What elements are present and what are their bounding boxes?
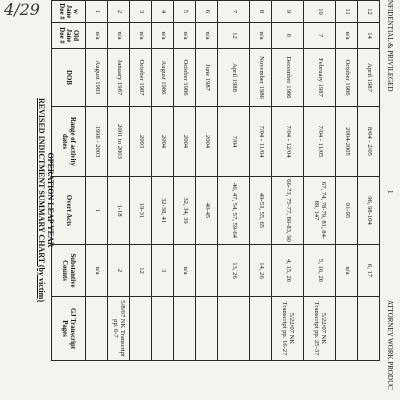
column-header: DOB [52, 49, 86, 107]
table-cell-gj: 5/8/07 NK Transcript pp. 6-7 [108, 297, 130, 361]
table-cell-dob: January 1987 [108, 49, 130, 107]
table-cell-gj [152, 297, 174, 361]
table-cell-new: 3 [130, 1, 152, 23]
table-cell-overt: 32, 34, 39 [174, 177, 196, 245]
table-cell-counts: 5, 16, 26 [304, 245, 336, 297]
table-cell-range: 7/04 - 11/04 [250, 107, 272, 177]
column-header: GJ Transcript Pages [52, 297, 86, 361]
table-cell-old: n/a [86, 23, 108, 49]
table-cell-overt: 91-95 [336, 177, 358, 245]
table-cell-gj [336, 297, 358, 361]
table-cell-gj [86, 297, 108, 361]
table-cell-gj [196, 297, 218, 361]
table-cell-range: 7/04 - 11/05 [304, 107, 336, 177]
table-row [152, 1, 174, 361]
table-row [130, 1, 152, 361]
table-cell-old: n/a [336, 23, 358, 49]
column-header: Range of activity dates [52, 107, 86, 177]
table-cell-new: 5 [174, 1, 196, 23]
table-cell-counts: 12 [130, 245, 152, 297]
table-cell-dob: October 1986 [336, 49, 358, 107]
table-cell-old: 12 [218, 23, 250, 49]
table-cell-old: n/a [196, 23, 218, 49]
footer-confidential: NFIDENTIAL & PRIVILEGED [386, 0, 394, 92]
table-cell-dob: February 1987 [304, 49, 336, 107]
table-cell-range: 1998 - 2003 [86, 107, 108, 177]
table-cell-overt: 40-45 [196, 177, 218, 245]
table-cell-range: 2004 [196, 107, 218, 177]
table-row [174, 1, 196, 361]
table-row [250, 1, 272, 361]
table-cell-dob: April 1987 [358, 49, 380, 107]
table-cell-counts: 2 [108, 245, 130, 297]
table-cell-old: n/a [152, 23, 174, 49]
table-cell-overt: 96, 98-104 [358, 177, 380, 245]
table-cell-range: 2004 [152, 107, 174, 177]
table-cell-old: n/a [108, 23, 130, 49]
table-row [108, 1, 130, 361]
table-cell-range: 7/04 [218, 107, 250, 177]
table-cell-overt: 49-53, 55, 65 [250, 177, 272, 245]
footer-work-product: ATTORNEY WORK PRODUC [386, 300, 394, 390]
table-cell-range: 2003 [130, 107, 152, 177]
table-cell-dob: October 1986 [174, 49, 196, 107]
footer-page-number: 1 [386, 190, 394, 194]
table-cell-gj [174, 297, 196, 361]
table-cell-old: n/a [130, 23, 152, 49]
table-cell-dob: April 1988 [218, 49, 250, 107]
column-header: w Jane Doe # [52, 1, 86, 23]
table-cell-old: n/a [174, 23, 196, 49]
table-cell-new: 7 [218, 1, 250, 23]
table-header-row [52, 1, 86, 361]
table-row [358, 1, 380, 361]
table-cell-counts: 13, 26 [218, 245, 250, 297]
table-cell-new: 11 [336, 1, 358, 23]
table-cell-new: 2 [108, 1, 130, 23]
table-cell-dob: October 1987 [130, 49, 152, 107]
table-cell-overt: 66-73, 75-77, 80-83, 90 [272, 177, 304, 245]
indictment-summary-table [51, 0, 380, 361]
table-cell-dob: November 1986 [250, 49, 272, 107]
table-cell-gj [358, 297, 380, 361]
table-cell-counts: 4, 15, 26 [272, 245, 304, 297]
table-row [218, 1, 250, 361]
table-cell-new: 9 [272, 1, 304, 23]
table-cell-range: 2004-2005 [336, 107, 358, 177]
table-cell-range: 2001 to 2003 [108, 107, 130, 177]
table-cell-range: 7/04 - 12/04 [272, 107, 304, 177]
table-cell-new: 12 [358, 1, 380, 23]
table-cell-new: 8 [250, 1, 272, 23]
table-cell-dob: June 1987 [196, 49, 218, 107]
table-cell-old: 6 [272, 23, 304, 49]
table-row [272, 1, 304, 361]
column-header: Overt Acts [52, 177, 86, 245]
table-cell-new: 4 [152, 1, 174, 23]
table-cell-counts: 14, 26 [250, 245, 272, 297]
table-cell-overt: 46, 47, 54, 57, 59-64 [218, 177, 250, 245]
table-cell-range: 8/04 - 2/05 [358, 107, 380, 177]
table-cell-old: 14 [358, 23, 380, 49]
table-row [196, 1, 218, 361]
table-cell-dob: December 1986 [272, 49, 304, 107]
column-header: Substantive Counts [52, 245, 86, 297]
column-header: Old Jane Doe # [52, 23, 86, 49]
table-cell-gj [130, 297, 152, 361]
document-subtitle: REVISED INDICTMENT SUMMARY CHART (by victim) [37, 98, 46, 302]
handwritten-note: 4/29 [4, 0, 40, 19]
table-cell-gj [218, 297, 250, 361]
table-cell-overt: 19-31 [130, 177, 152, 245]
table-cell-old: n/a [250, 23, 272, 49]
table-cell-gj: 5/22/07 NK Transcript pp. 25-37 [304, 297, 336, 361]
table-cell-gj [250, 297, 272, 361]
table-cell-dob: August 1983 [86, 49, 108, 107]
table-cell-counts: n/a [86, 245, 108, 297]
table-cell-overt: 67, 74, 78-79, 81, 84-89, 147 [304, 177, 336, 245]
table-cell-counts: 3 [152, 245, 174, 297]
table-cell-overt: 32-38, 41 [152, 177, 174, 245]
table-cell-counts: n/a [174, 245, 196, 297]
table-cell-gj: 5/22/07 NK Transcript pp. 16-27 [272, 297, 304, 361]
table-cell-overt: 1-18 [108, 177, 130, 245]
table-row [336, 1, 358, 361]
table-cell-old: 7 [304, 23, 336, 49]
table-row [86, 1, 108, 361]
table-cell-new: 6 [196, 1, 218, 23]
table-cell-new: 10 [304, 1, 336, 23]
table-cell-range: 2004 [174, 107, 196, 177]
table-cell-overt: 1 [86, 177, 108, 245]
table-cell-counts: 6, 17 [358, 245, 380, 297]
document-title: OPERATION LEAP YEAR [46, 152, 55, 248]
table-cell-counts [196, 245, 218, 297]
table-cell-dob: August 1986 [152, 49, 174, 107]
table-cell-new: 1 [86, 1, 108, 23]
table-row [304, 1, 336, 361]
table-cell-counts: n/a [336, 245, 358, 297]
